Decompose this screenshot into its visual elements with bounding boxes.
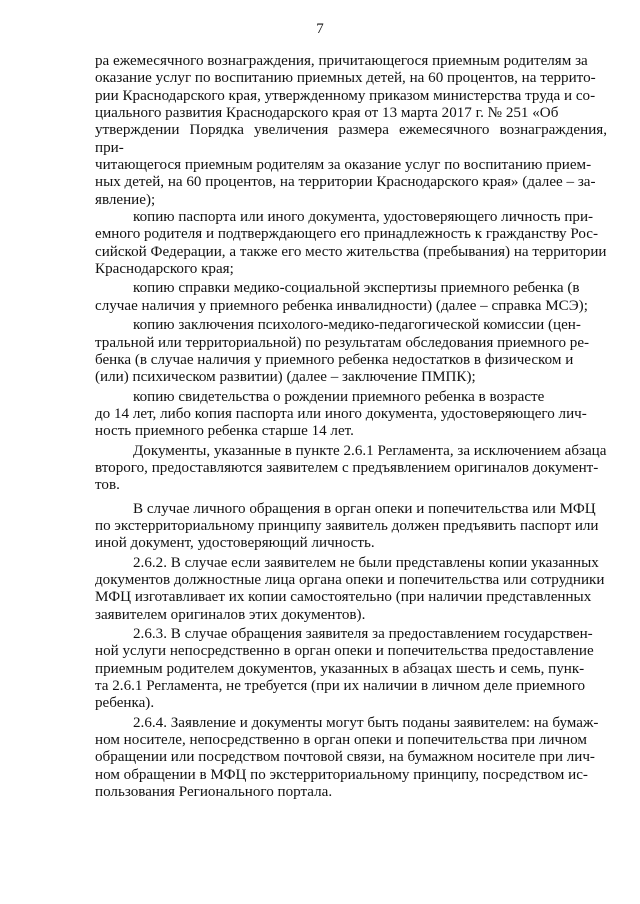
paragraph-documents-originals: Документы, указанные в пункте 2.6.1 Регламента, за исключением абзаца второго, предоставляются заявителем с предъявлением оригиналов документ- тов. [95,442,607,494]
paragraph-birth-certificate: копию свидетельства о рождении приемного ребенка в возрасте до 14 лет, либо копия паспорта или иного документа, удостоверяющего лич- ность приемного ребенка старше 14 лет. [95,388,587,440]
paragraph-passport-copy: копию паспорта или иного документа, удостоверяющего личность при- емного родителя и подтверждающего его принадлежность к гражданству Рос- сийской Федерации, а также его место жительства (пребывания) на территории Краснодарского края; [95,209,607,278]
page-number: 7 [316,21,324,37]
paragraph-2-6-2: 2.6.2. В случае если заявителем не были представлены копии указанных документов должностные лица органа опеки и попечительства или сотрудники МФЦ изготавливает их копии самостоятельно (при наличии представленных заявителем оригиналов этих документов). [95,554,605,623]
paragraph-mse-certificate: копию справки медико-социальной экспертизы приемного ребенка (в случае наличия у приемного ребенка инвалидности) (далее – справка МСЭ); [95,280,588,314]
paragraph-2-6-4: 2.6.4. Заявление и документы могут быть поданы заявителем: на бумаж- ном носителе, непосредственно в орган опеки и попечительства при личном обращении или посредством почтовой связи, на бумажном носителе при лич- ном обращении в МФЦ по экстерриториальному принципу, посредством ис- пользования Регионального портала. [95,714,599,801]
paragraph-pmpk-conclusion: копию заключения психолого-медико-педагогической комиссии (цен- тральной или территориальной) по результатам обследования приемного ре- бенка (в случае наличия у приемного ребенка недостатков в физическом и (или) психическом развитии) (далее – заключение ПМПК); [95,317,590,386]
paragraph-continuation: ра ежемесячного вознаграждения, причитающегося приемным родителям за оказание услуг по воспитанию приемных детей, на 60 процентов, на террито- рии Краснодарского края, утвержденному приказом министерства труда и со- циального развития Краснодарского края от 13 марта 2017 г. № 251 «Об утверждении Порядка увеличения размера ежемесячного вознаграждения, при- читающегося приемным родителям за оказание услуг по воспитанию прием- ных детей, на 60 процентов, на территории Краснодарского края» (далее – за- явление); [95,53,607,208]
paragraph-personal-appeal: В случае личного обращения в орган опеки и попечительства или МФЦ по экстерриториальному принципу заявитель должен предъявить паспорт или иной документ, удостоверяющий личность. [95,500,599,552]
paragraph-2-6-3: 2.6.3. В случае обращения заявителя за предоставлением государствен- ной услуги непосредственно в орган опеки и попечительства предоставление приемным родителем документов, указанных в абзацах шесть и семь, пунк- та 2.6.1 Регламента, не требуется (при их наличии в личном деле приемного ребенка). [95,626,594,712]
document-body [95,53,607,801]
